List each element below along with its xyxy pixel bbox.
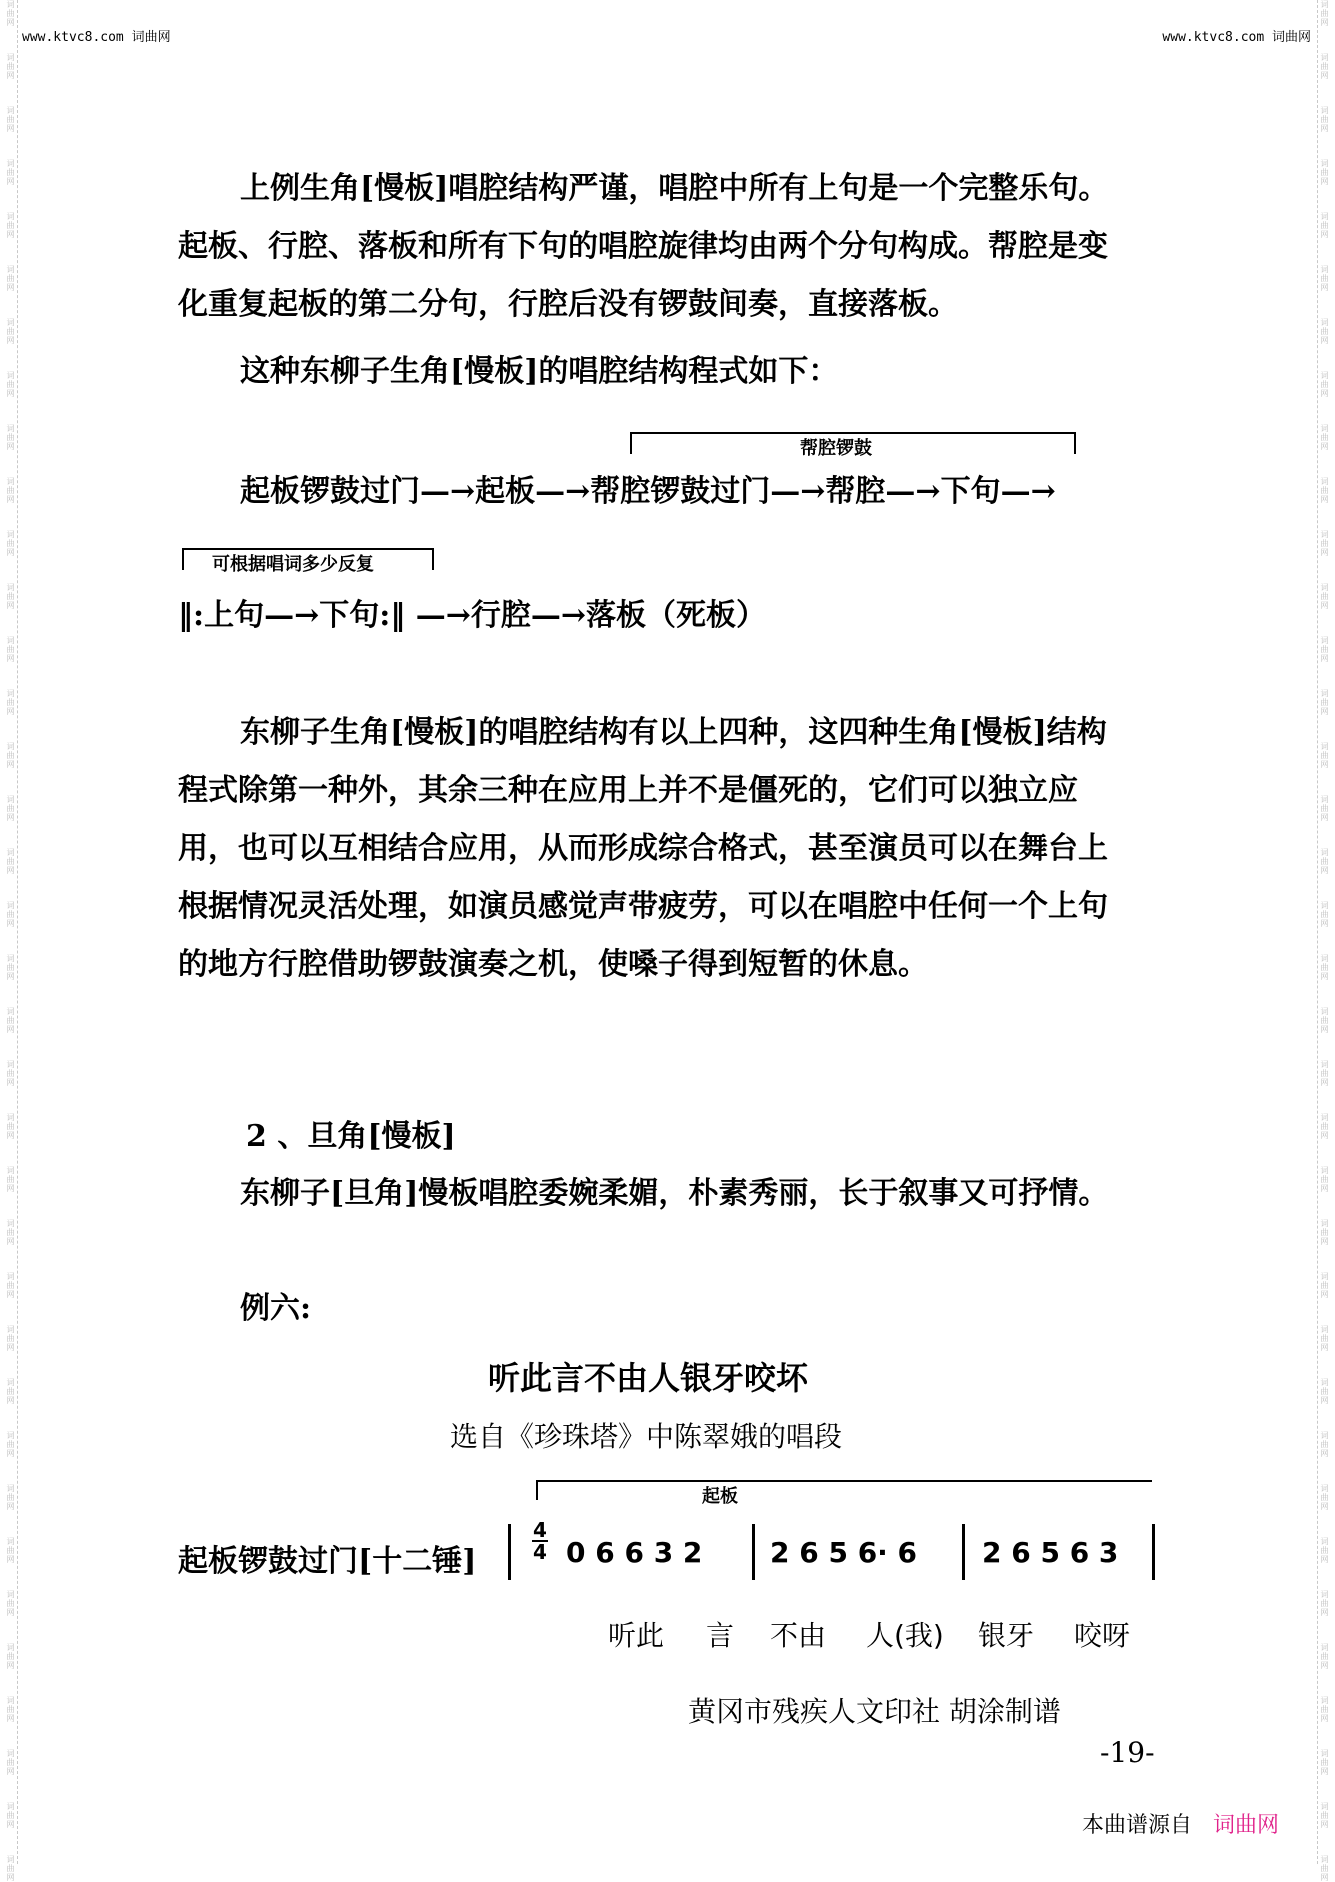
diagram-row-2 [178, 590, 766, 634]
side-watermark-text: 词曲网 [6, 371, 15, 398]
side-watermark-text: 词曲网 [1320, 371, 1329, 398]
qiban-bracket-tick [536, 1480, 538, 1500]
side-watermark-text: 词曲网 [1320, 1696, 1329, 1723]
side-watermark-text: 词曲网 [6, 265, 15, 292]
paragraph-1-line: 化重复起板的第二分句，行腔后没有锣鼓间奏，直接落板。 [178, 287, 958, 322]
time-signature [532, 1520, 548, 1562]
side-watermark-text: 词曲网 [6, 424, 15, 451]
barline [752, 1524, 755, 1580]
paragraph-1-line: 起板、行腔、落板和所有下句的唱腔旋律均由两个分句构成。帮腔是变 [178, 229, 1108, 264]
side-watermark-text: 词曲网 [1320, 583, 1329, 610]
measure-2: 2 6 5 6· 6 [770, 1536, 918, 1569]
side-watermark-text: 词曲网 [1320, 1166, 1329, 1193]
paragraph-3-line: 的地方行腔借助锣鼓演奏之机，使嗓子得到短暂的休息。 [178, 947, 928, 982]
lyric: 听此 [608, 1619, 665, 1652]
measure-1: 0 6 6 3 2 [566, 1536, 703, 1569]
side-watermark-text: 词曲网 [1320, 0, 1329, 27]
arrow-icon: —→ [420, 474, 476, 509]
diagram-item: 下句 [940, 474, 1001, 509]
diagram-item: 上句 [204, 598, 265, 633]
diagram-item: 起板 [475, 474, 536, 509]
side-watermark-text: 词曲网 [1320, 1484, 1329, 1511]
side-watermark-text: 词曲网 [1320, 954, 1329, 981]
arrow-icon: —→ [415, 598, 471, 633]
paragraph-3-line: 根据情况灵活处理，如演员感觉声带疲劳，可以在唱腔中任何一个上句 [178, 889, 1108, 924]
measure-3: 2 6 5 6 3 [982, 1536, 1119, 1569]
side-watermark-text: 词曲网 [1320, 1060, 1329, 1087]
side-watermark-text: 词曲网 [6, 1378, 15, 1405]
side-watermark-text: 词曲网 [6, 106, 15, 133]
bracket-label-repeat: 可根据唱词多少反复 [212, 554, 374, 575]
time-signature-top: 4 [533, 1518, 547, 1542]
example-label: 例六: [240, 1291, 312, 1326]
side-watermark-text: 词曲网 [6, 1219, 15, 1246]
arrow-icon: —→ [530, 598, 587, 633]
side-watermark-text: 词曲网 [1320, 1855, 1329, 1882]
lyric: 言 [706, 1619, 735, 1652]
side-watermark-text: 词曲网 [1320, 212, 1329, 239]
side-watermark-text: 词曲网 [1320, 265, 1329, 292]
page-number: -19- [1100, 1736, 1155, 1769]
right-watermark-strip [1317, 0, 1331, 1882]
side-watermark-text: 词曲网 [6, 1113, 15, 1140]
side-watermark-text: 词曲网 [1320, 1378, 1329, 1405]
side-watermark-text: 词曲网 [6, 1855, 15, 1882]
side-watermark-text: 词曲网 [1320, 1113, 1329, 1140]
side-watermark-text: 词曲网 [6, 848, 15, 875]
side-watermark-text: 词曲网 [1320, 636, 1329, 663]
side-watermark-text: 词曲网 [6, 1484, 15, 1511]
side-watermark-text: 词曲网 [1320, 318, 1329, 345]
side-watermark-text: 词曲网 [1320, 742, 1329, 769]
side-watermark-text: 词曲网 [6, 53, 15, 80]
lyric: 银牙 [978, 1619, 1035, 1652]
song-title: 听此言不由人银牙咬坏 [488, 1359, 809, 1397]
arrow-icon: —→ [885, 474, 941, 509]
side-watermark-text: 词曲网 [1320, 1802, 1329, 1829]
barline [962, 1524, 965, 1580]
side-watermark-text: 词曲网 [1320, 1007, 1329, 1034]
time-signature-bottom: 4 [533, 1540, 547, 1564]
side-watermark-text: 词曲网 [1320, 848, 1329, 875]
diagram-item: 帮腔锣鼓过门 [590, 474, 771, 509]
side-watermark-text: 词曲网 [1320, 106, 1329, 133]
side-watermark-text: 词曲网 [6, 1166, 15, 1193]
side-watermark-text: 词曲网 [6, 477, 15, 504]
side-watermark-text: 词曲网 [6, 1537, 15, 1564]
side-watermark-text: 词曲网 [1320, 689, 1329, 716]
side-watermark-text: 词曲网 [6, 1272, 15, 1299]
side-watermark-text: 词曲网 [6, 901, 15, 928]
side-watermark-text: 词曲网 [6, 530, 15, 557]
paragraph-1 [178, 160, 1178, 334]
side-watermark-text: 词曲网 [6, 742, 15, 769]
header-left-site: www.ktvc8.com 词曲网 [22, 30, 171, 45]
paragraph-3 [178, 704, 1178, 994]
side-watermark-text: 词曲网 [1320, 901, 1329, 928]
side-watermark-text: 词曲网 [6, 212, 15, 239]
paragraph-3-line: 程式除第一种外，其余三种在应用上并不是僵死的，它们可以独立应 [178, 773, 1078, 808]
side-watermark-text: 词曲网 [1320, 53, 1329, 80]
side-watermark-text: 词曲网 [1320, 1590, 1329, 1617]
repeat-open-sign: ‖: [178, 598, 205, 633]
diagram-row-1 [240, 466, 1056, 510]
arrow-icon: —→ [770, 474, 826, 509]
section-heading: 2 、旦角[慢板] [246, 1119, 456, 1154]
side-watermark-text: 词曲网 [6, 318, 15, 345]
arrow-icon: —→ [264, 598, 320, 633]
side-watermark-text: 词曲网 [1320, 1325, 1329, 1352]
barline [508, 1524, 511, 1580]
side-watermark-text: 词曲网 [6, 795, 15, 822]
diagram-item: 下句 [319, 598, 380, 633]
side-watermark-text: 词曲网 [1320, 795, 1329, 822]
lyric: 不由 [770, 1619, 827, 1652]
barline [1152, 1524, 1155, 1580]
diagram-item: 帮腔 [825, 474, 886, 509]
side-watermark-text: 词曲网 [1320, 1643, 1329, 1670]
side-watermark-text: 词曲网 [6, 1749, 15, 1776]
header-right-site: www.ktvc8.com 词曲网 [1162, 30, 1311, 45]
intro-label: 起板锣鼓过门[十二锤] [178, 1544, 477, 1579]
side-watermark-text: 词曲网 [1320, 477, 1329, 504]
side-watermark-text: 词曲网 [6, 583, 15, 610]
side-watermark-text: 词曲网 [6, 954, 15, 981]
side-watermark-text: 词曲网 [1320, 530, 1329, 557]
qiban-label: 起板 [702, 1486, 738, 1507]
paragraph-1-line: 上例生角[慢板]唱腔结构严谨，唱腔中所有上句是一个完整乐句。 [240, 171, 1109, 206]
side-watermark-text: 词曲网 [1320, 424, 1329, 451]
side-watermark-text: 词曲网 [6, 1325, 15, 1352]
side-watermark-text: 词曲网 [1320, 1431, 1329, 1458]
side-watermark-text: 词曲网 [6, 1590, 15, 1617]
side-watermark-text: 词曲网 [6, 689, 15, 716]
repeat-close-sign: :‖ [379, 598, 406, 633]
side-watermark-text: 词曲网 [1320, 1537, 1329, 1564]
paragraph-2: 这种东柳子生角[慢板]的唱腔结构程式如下： [240, 354, 839, 389]
side-watermark-text: 词曲网 [6, 1007, 15, 1034]
diagram-item: 起板锣鼓过门 [240, 474, 420, 509]
paragraph-3-line: 用，也可以互相结合应用，从而形成综合格式，甚至演员可以在舞台上 [178, 831, 1108, 866]
footer-source [1082, 1808, 1279, 1839]
side-watermark-text: 词曲网 [6, 1802, 15, 1829]
side-watermark-text: 词曲网 [6, 1431, 15, 1458]
bracket-label-bangqiang: 帮腔锣鼓 [800, 438, 872, 459]
diagram-item: 行腔 [470, 598, 531, 633]
score-credit: 黄冈市残疾人文印社 胡涂制谱 [688, 1695, 1061, 1728]
qiban-bracket-line [536, 1480, 1152, 1482]
side-watermark-text: 词曲网 [6, 1696, 15, 1723]
diagram-item: 落板（死板） [586, 598, 767, 633]
side-watermark-text: 词曲网 [6, 0, 15, 27]
side-watermark-text: 词曲网 [6, 1060, 15, 1087]
arrow-icon: —→ [1000, 474, 1056, 509]
section-text: 东柳子[旦角]慢板唱腔委婉柔媚，朴素秀丽，长于叙事又可抒情。 [240, 1176, 1109, 1211]
paragraph-3-line: 东柳子生角[慢板]的唱腔结构有以上四种，这四种生角[慢板]结构 [240, 715, 1107, 750]
side-watermark-text: 词曲网 [1320, 1272, 1329, 1299]
footer-prefix: 本曲谱源自 [1082, 1813, 1193, 1838]
lyric: 咬呀 [1074, 1619, 1131, 1652]
song-subtitle: 选自《珍珠塔》中陈翠娥的唱段 [450, 1420, 843, 1453]
side-watermark-text: 词曲网 [6, 636, 15, 663]
footer-brand-link[interactable]: 词曲网 [1213, 1813, 1280, 1838]
lyric: 人(我) [866, 1619, 944, 1652]
side-watermark-text: 词曲网 [6, 1643, 15, 1670]
left-watermark-strip [4, 0, 18, 1882]
side-watermark-text: 词曲网 [1320, 1219, 1329, 1246]
side-watermark-text: 词曲网 [1320, 159, 1329, 186]
side-watermark-text: 词曲网 [1320, 1749, 1329, 1776]
arrow-icon: —→ [535, 474, 591, 509]
side-watermark-text: 词曲网 [6, 159, 15, 186]
